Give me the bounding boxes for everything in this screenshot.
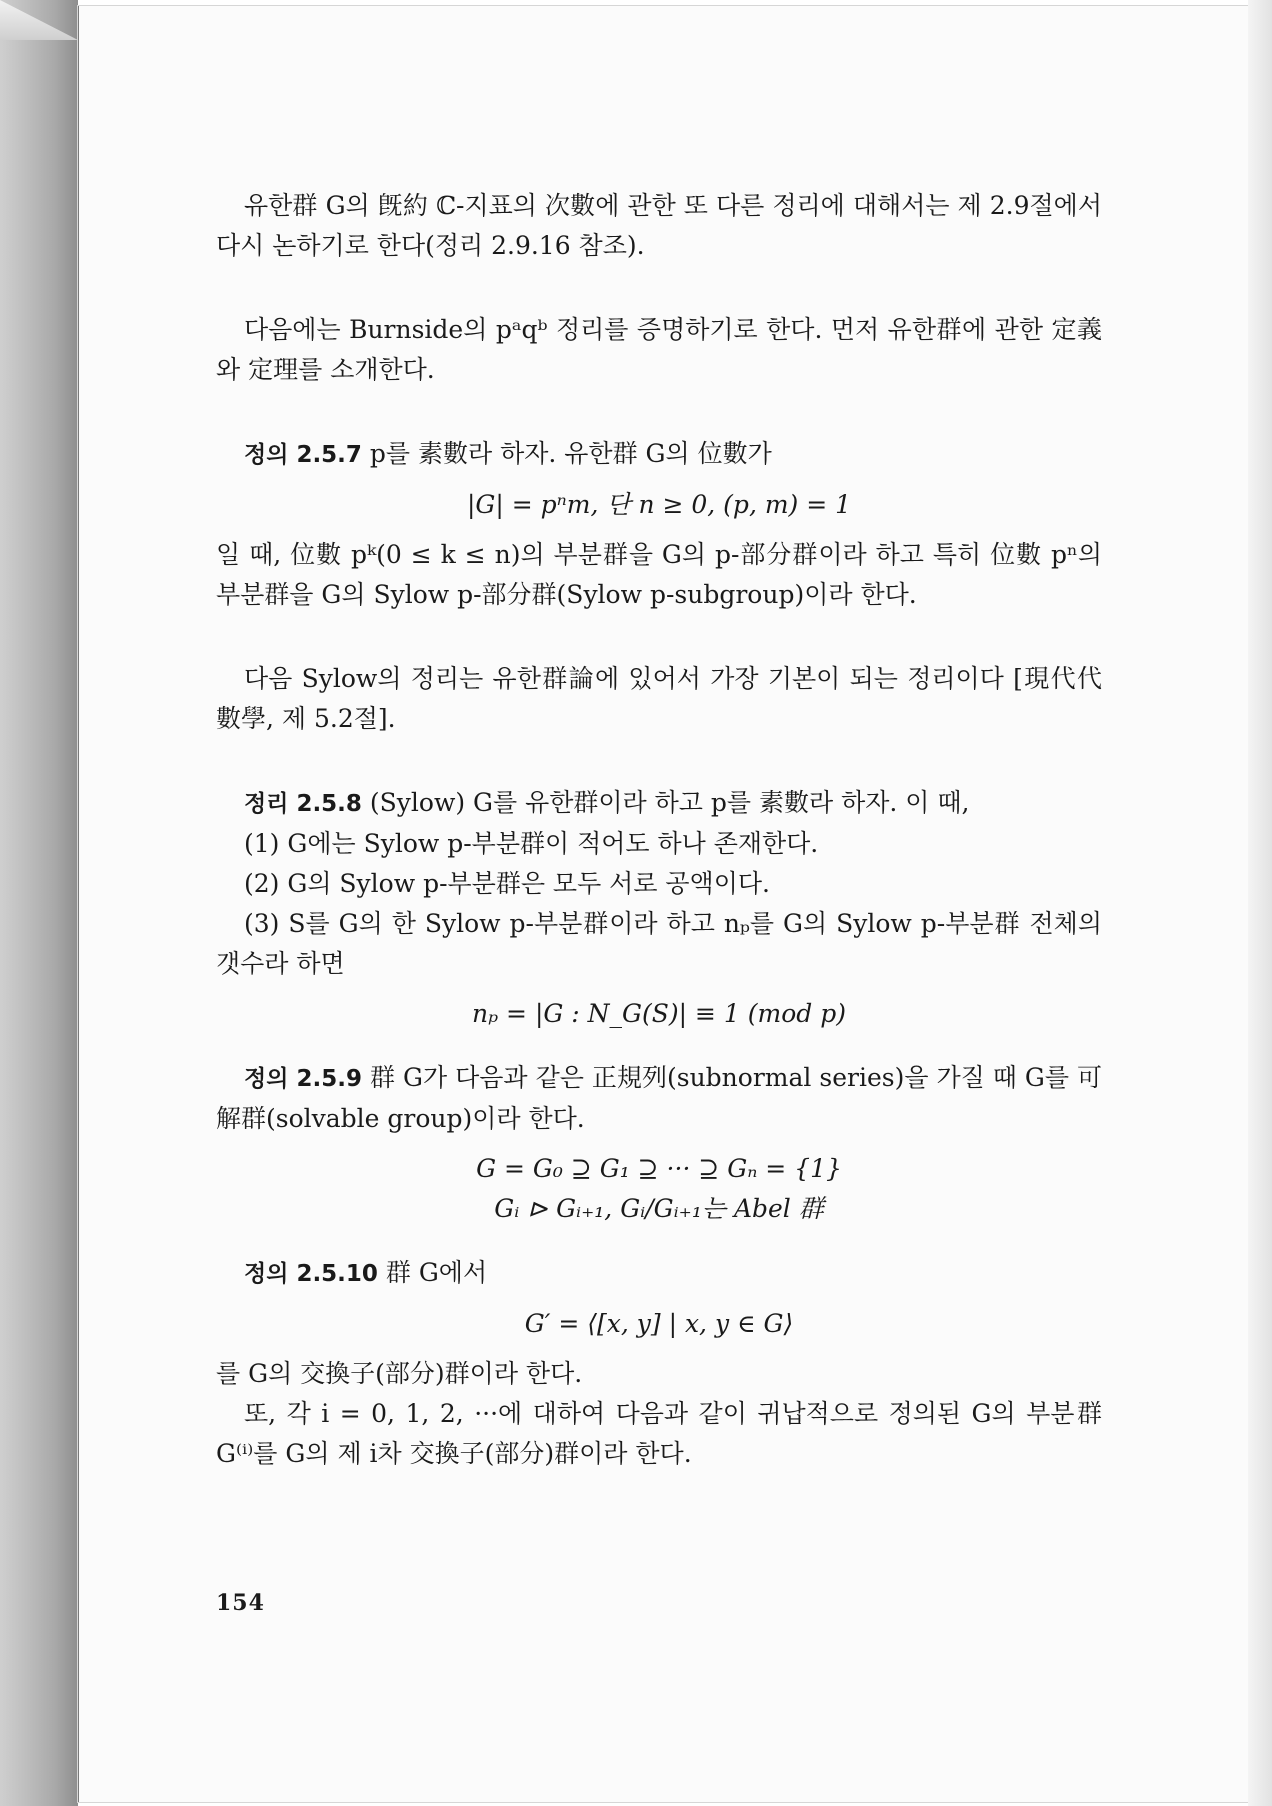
definition-text: p를 素數라 하자. 유한群 G의 位數가	[369, 439, 772, 468]
page-number: 154	[216, 1590, 265, 1616]
equation-group-order: |G| = pⁿm, 단 n ≥ 0, (p, m) = 1	[466, 490, 852, 519]
paragraph-sylow-intro: 다음 Sylow의 정리는 유한群論에 있어서 가장 기본이 되는 정리이다 [現代代數學, 제 5.2절].	[216, 664, 1102, 733]
definition-label: 정의 2.5.7	[244, 442, 362, 468]
equation-commutator: G′ = ⟨[x, y] | x, y ∈ G⟩	[524, 1309, 794, 1338]
definition-text: 群 G가 다음과 같은 正規列(subnormal series)을 가질 때 G를 可解群(solvable group)이라 한다.	[216, 1063, 1102, 1133]
theorem-item-2: (2) G의 Sylow p-부분群은 모두 서로 공액이다.	[244, 869, 770, 898]
theorem-label: 정리 2.5.8	[244, 791, 362, 817]
paragraph-burnside: 다음에는 Burnside의 pᵃqᵇ 정리를 증명하기로 한다. 먼저 유한群에 관한 定義와 定理를 소개한다.	[216, 315, 1102, 384]
page-content	[216, 186, 1102, 1474]
paragraph-chi-degree: 유한群 G의 旣約 ℂ-지표의 次數에 관한 또 다른 정리에 대해서는 제 2.9절에서 다시 논하기로 한다(정리 2.9.16 참조).	[216, 191, 1102, 260]
theorem-item-3: (3) S를 G의 한 Sylow p-부분群이라 하고 nₚ를 G의 Sylow p-부분群 전체의 갯수라 하면	[216, 909, 1102, 978]
equation-normal-abel: Gᵢ ⊳ Gᵢ₊₁, Gᵢ/Gᵢ₊₁는 Abel 群	[494, 1194, 824, 1223]
definition-2-5-10	[216, 1253, 1102, 1294]
definition-text: 群 G에서	[385, 1258, 488, 1287]
book-spine	[0, 0, 78, 1806]
equation-sylow-count: nₚ = |G : N_G(S)| ≡ 1 (mod p)	[472, 999, 846, 1028]
equation-series: G = G₀ ⊇ G₁ ⊇ ··· ⊇ Gₙ = {1}	[476, 1154, 842, 1183]
definition-2-5-7	[216, 434, 1102, 475]
definition-label: 정의 2.5.10	[244, 1261, 378, 1287]
theorem-item-1: (1) G에는 Sylow p-부분群이 적어도 하나 존재한다.	[244, 829, 819, 858]
page-right-edge	[1248, 0, 1272, 1806]
definition-continuation: 일 때, 位數 pᵏ(0 ≤ k ≤ n)의 부분群을 G의 p-部分群이라 하고 특히 位數 pⁿ의 부분群을 G의 Sylow p-部分群(Sylow p-subgroup)이라 한다.	[216, 540, 1102, 609]
definition-continuation: 를 G의 交換子(部分)群이라 한다.	[216, 1359, 583, 1388]
paragraph-derived-series: 또, 각 i = 0, 1, 2, ···에 대하여 다음과 같이 귀납적으로 정의된 G의 부분群 G⁽ⁱ⁾를 G의 제 i차 交換子(部分)群이라 한다.	[216, 1399, 1102, 1468]
theorem-2-5-8	[216, 783, 1102, 824]
definition-label: 정의 2.5.9	[244, 1066, 362, 1092]
theorem-text: (Sylow) G를 유한群이라 하고 p를 素數라 하자. 이 때,	[369, 788, 970, 817]
definition-2-5-9	[216, 1058, 1102, 1139]
